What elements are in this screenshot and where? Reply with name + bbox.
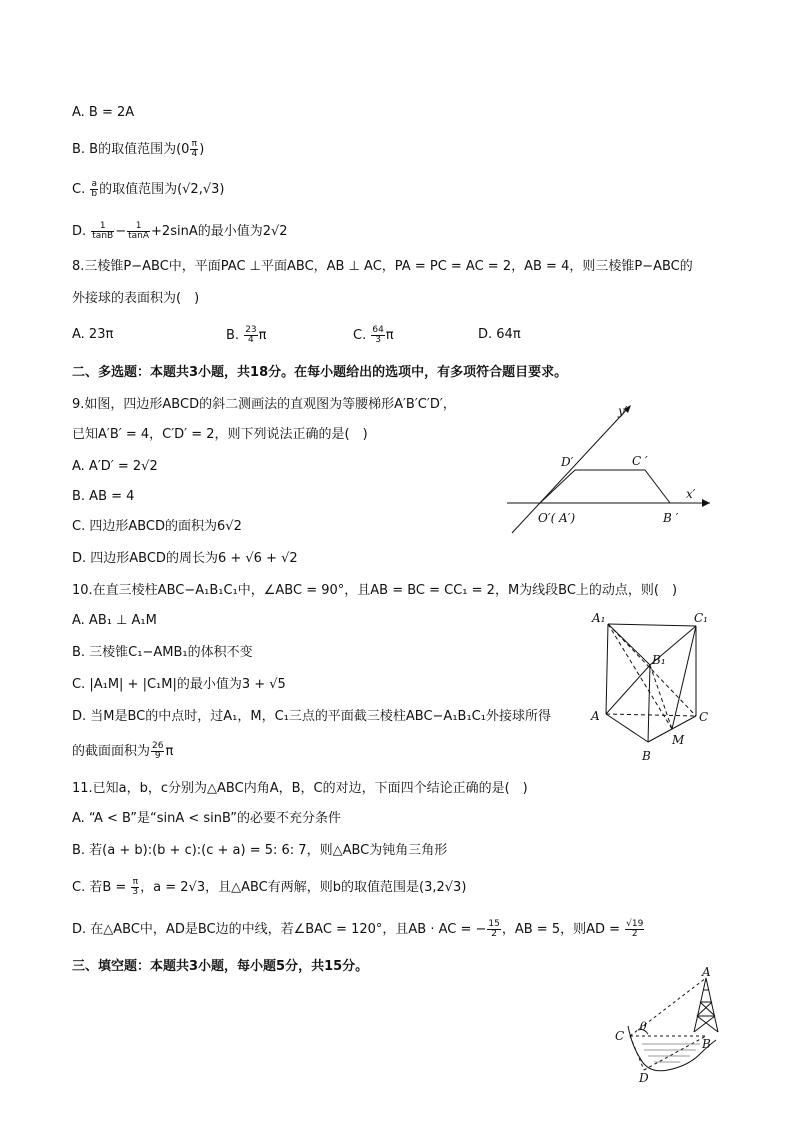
- q9-stem-line1: 9.如图，四边形ABCD的斜二测画法的直观图为等腰梯形A′B′C′D′，: [72, 397, 456, 412]
- tower-icon: [694, 978, 718, 1032]
- label-d-prime: D′: [561, 455, 574, 469]
- q10-stem: 10.在直三棱柱ABC−A₁B₁C₁中，∠ABC = 90°，且AB = BC = CC₁ = 2，M为线段BC上的动点，则( ): [72, 583, 678, 598]
- label-theta: θ: [640, 1020, 647, 1033]
- q9-option-c: C. 四边形ABCD的面积为6√2: [72, 519, 242, 534]
- q10-option-d-line1: D. 当M是BC的中点时，过A₁，M，C₁三点的平面截三棱柱ABC−A₁B₁C₁外接球所得: [72, 709, 551, 724]
- label-b: B: [642, 749, 651, 763]
- q7-option-b: B. B的取值范围为(0 $\frac{\pi}{4}$ ): [72, 139, 205, 159]
- label-x-prime: x′: [686, 487, 696, 501]
- q10-option-c: C. |A₁M| + |C₁M|的最小值为3 + √5: [72, 677, 286, 692]
- q10-prism-figure: [586, 608, 716, 766]
- label-c-prime: C ′: [632, 454, 648, 468]
- q11-option-c: C. 若B = $\frac{\pi}{3}$ ，a = 2√3，且△ABC有两解，则b的取值范围是(3,2√3): [72, 877, 467, 897]
- q10-option-a: A. AB₁ ⊥ A₁M: [72, 613, 157, 628]
- label-a: A: [702, 966, 711, 979]
- label-d: D: [639, 1071, 649, 1085]
- x-axis-arrow: [702, 499, 710, 507]
- label-b-prime: B ′: [663, 511, 679, 525]
- label-c: C: [615, 1029, 625, 1043]
- q11-option-a: A. “A < B”是“sinA < sinB”的必要不充分条件: [72, 811, 341, 826]
- label-m: M: [672, 733, 685, 747]
- q7-option-c: C. $\frac{a}{b}$ 的取值范围为(√2,√3): [72, 179, 225, 199]
- q10-option-b: B. 三棱锥C₁−AMB₁的体积不变: [72, 645, 253, 660]
- water-hatching: [642, 1044, 700, 1062]
- label-a1: A₁: [592, 611, 606, 625]
- label-o-prime: O′( A′): [538, 511, 576, 525]
- label-b1: B₁: [652, 653, 666, 667]
- label-c1: C₁: [694, 611, 708, 625]
- label-a: A: [591, 709, 600, 723]
- label-c: C: [699, 710, 709, 724]
- q7-option-d: D. $\frac{1}{\tan B}$ − $\frac{1}{\tan A}$ +2sinA的最小值为2√2: [72, 221, 288, 241]
- q8-stem-line2: 外接球的表面积为( ): [72, 291, 200, 306]
- q8-stem-line1: 8.三棱锥P−ABC中，平面PAC ⊥平面ABC，AB ⊥ AC，PA = PC = AC = 2，AB = 4，则三棱锥P−ABC的: [72, 259, 693, 274]
- q8-option-c: C. $\frac{64}{3}$ π: [353, 325, 394, 345]
- section3-heading: 三、填空题：本题共3小题，每小题5分，共15分。: [72, 959, 369, 974]
- q10-option-d-line2: 的截面面积为 $\frac{26}{9}$ π: [72, 741, 174, 761]
- q11-option-b: B. 若(a + b):(b + c):(c + a) = 5: 6: 7，则△ABC为钝角三角形: [72, 843, 448, 858]
- label-y-prime: y′: [618, 404, 628, 418]
- q8-option-a: A. 23π: [72, 327, 114, 342]
- q9-option-a: A. A′D′ = 2√2: [72, 459, 158, 474]
- trapezoid-edges: [540, 470, 670, 503]
- q7-option-a: A. B = 2A: [72, 105, 135, 120]
- q9-trapezoid-figure: [500, 398, 720, 538]
- q8-option-b: B. $\frac{23}{4}$ π: [226, 325, 267, 345]
- q9-option-b: B. AB = 4: [72, 489, 135, 504]
- q11-option-d: D. 在△ABC中，AD是BC边的中线，若∠BAC = 120°，且AB · AC = − $\frac{15}{2}$ ，AB = 5，则AD = $\frac{√19}{2}$: [72, 919, 644, 939]
- label-b: B: [702, 1037, 711, 1051]
- section2-heading: 二、多选题：本题共3小题，共18分。在每小题给出的选项中，有多项符合题目要求。: [72, 365, 568, 380]
- q8-option-d: D. 64π: [478, 327, 521, 342]
- q9-option-d: D. 四边形ABCD的周长为6 + √6 + √2: [72, 551, 298, 566]
- q9-stem-line2: 已知A′B′ = 4，C′D′ = 2，则下列说法正确的是( ): [72, 427, 368, 442]
- q11-stem: 11.已知a，b，c分别为△ABC内角A，B，C的对边，下面四个结论正确的是( ): [72, 781, 528, 796]
- tower-figure: [608, 966, 738, 1086]
